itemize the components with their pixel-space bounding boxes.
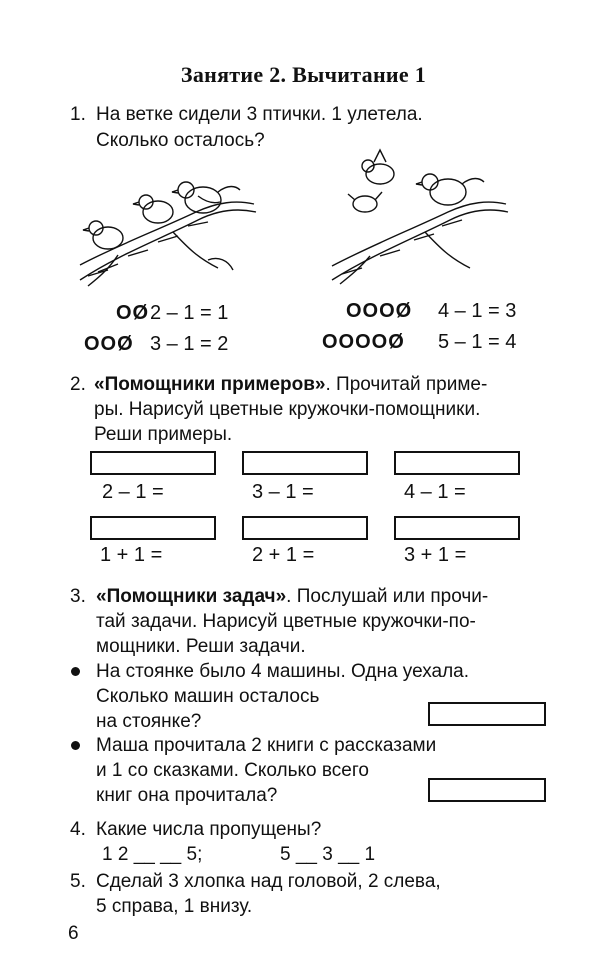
answer-box[interactable] xyxy=(90,516,216,540)
task3-number: 3. xyxy=(70,586,86,607)
example: 2 + 1 = xyxy=(252,544,315,566)
answer-box[interactable] xyxy=(394,451,520,475)
problem2-line3: книг она прочитала? xyxy=(96,785,278,806)
birds-flying-illustration xyxy=(330,148,510,288)
task5-number: 5. xyxy=(70,871,86,892)
answer-box[interactable] xyxy=(394,516,520,540)
task3-line1-rest: . Послушай или прочи- xyxy=(286,586,489,607)
problem2-line1: Маша прочитала 2 книги с рассказами xyxy=(96,735,437,756)
equation: 2 – 1 = 1 xyxy=(150,302,229,324)
problem2-line2: и 1 со сказками. Сколько всего xyxy=(96,760,369,781)
task2-line2: ры. Нарисуй цветные кружочки-помощники. xyxy=(94,399,481,420)
page-title: Занятие 2. Вычитание 1 xyxy=(180,62,427,87)
example: 4 – 1 = xyxy=(404,481,466,503)
example: 3 + 1 = xyxy=(404,544,467,566)
task3-line2: тай задачи. Нарисуй цветные кружочки-по- xyxy=(96,611,476,632)
answer-box[interactable] xyxy=(242,516,368,540)
task3-heading: «Помощники задач» xyxy=(96,586,287,607)
answer-box[interactable] xyxy=(428,702,546,726)
number-sequence-1: 1 2 __ __ 5; xyxy=(102,844,203,865)
task2-number: 2. xyxy=(70,374,86,395)
circle-helpers: ОООØ xyxy=(346,300,413,322)
problem1-line2: Сколько машин осталось xyxy=(96,686,320,707)
birds-on-branch-illustration xyxy=(78,160,258,290)
bullet-icon xyxy=(71,667,80,676)
task2-line3: Реши примеры. xyxy=(94,424,233,445)
answer-box[interactable] xyxy=(428,778,546,802)
task2-line1 xyxy=(94,373,487,397)
problem1-line1: На стоянке было 4 машины. Одна уехала. xyxy=(96,661,470,682)
task2-line1-rest: . Прочитай приме- xyxy=(325,374,488,395)
circle-helpers: ООООØ xyxy=(322,331,405,353)
example: 2 – 1 = xyxy=(102,481,164,503)
number-sequence-2: 5 __ 3 __ 1 xyxy=(280,844,376,865)
bullet-icon xyxy=(71,741,80,750)
task4-number: 4. xyxy=(70,819,86,840)
equation: 4 – 1 = 3 xyxy=(438,300,517,322)
task1-number: 1. xyxy=(70,104,86,125)
task3-line1 xyxy=(96,585,488,609)
problem1-line3: на стоянке? xyxy=(96,711,202,732)
task5-line2: 5 справа, 1 внизу. xyxy=(96,896,253,917)
example: 1 + 1 = xyxy=(100,544,163,566)
answer-box[interactable] xyxy=(90,451,216,475)
example: 3 – 1 = xyxy=(252,481,314,503)
task1-line2: Сколько осталось? xyxy=(96,130,265,151)
task5-line1: Сделай 3 хлопка над головой, 2 слева, xyxy=(96,871,441,892)
page-number: 6 xyxy=(68,923,79,944)
circle-helpers: ОØ xyxy=(116,302,150,324)
task2-heading: «Помощники примеров» xyxy=(94,374,326,395)
equation: 3 – 1 = 2 xyxy=(150,333,229,355)
task4-line1: Какие числа пропущены? xyxy=(96,819,322,840)
answer-box[interactable] xyxy=(242,451,368,475)
task3-line3: мощники. Реши задачи. xyxy=(96,636,306,657)
circle-helpers: ООØ xyxy=(84,333,134,355)
task1-line1: На ветке сидели 3 птички. 1 улетела. xyxy=(96,104,423,125)
equation: 5 – 1 = 4 xyxy=(438,331,517,353)
